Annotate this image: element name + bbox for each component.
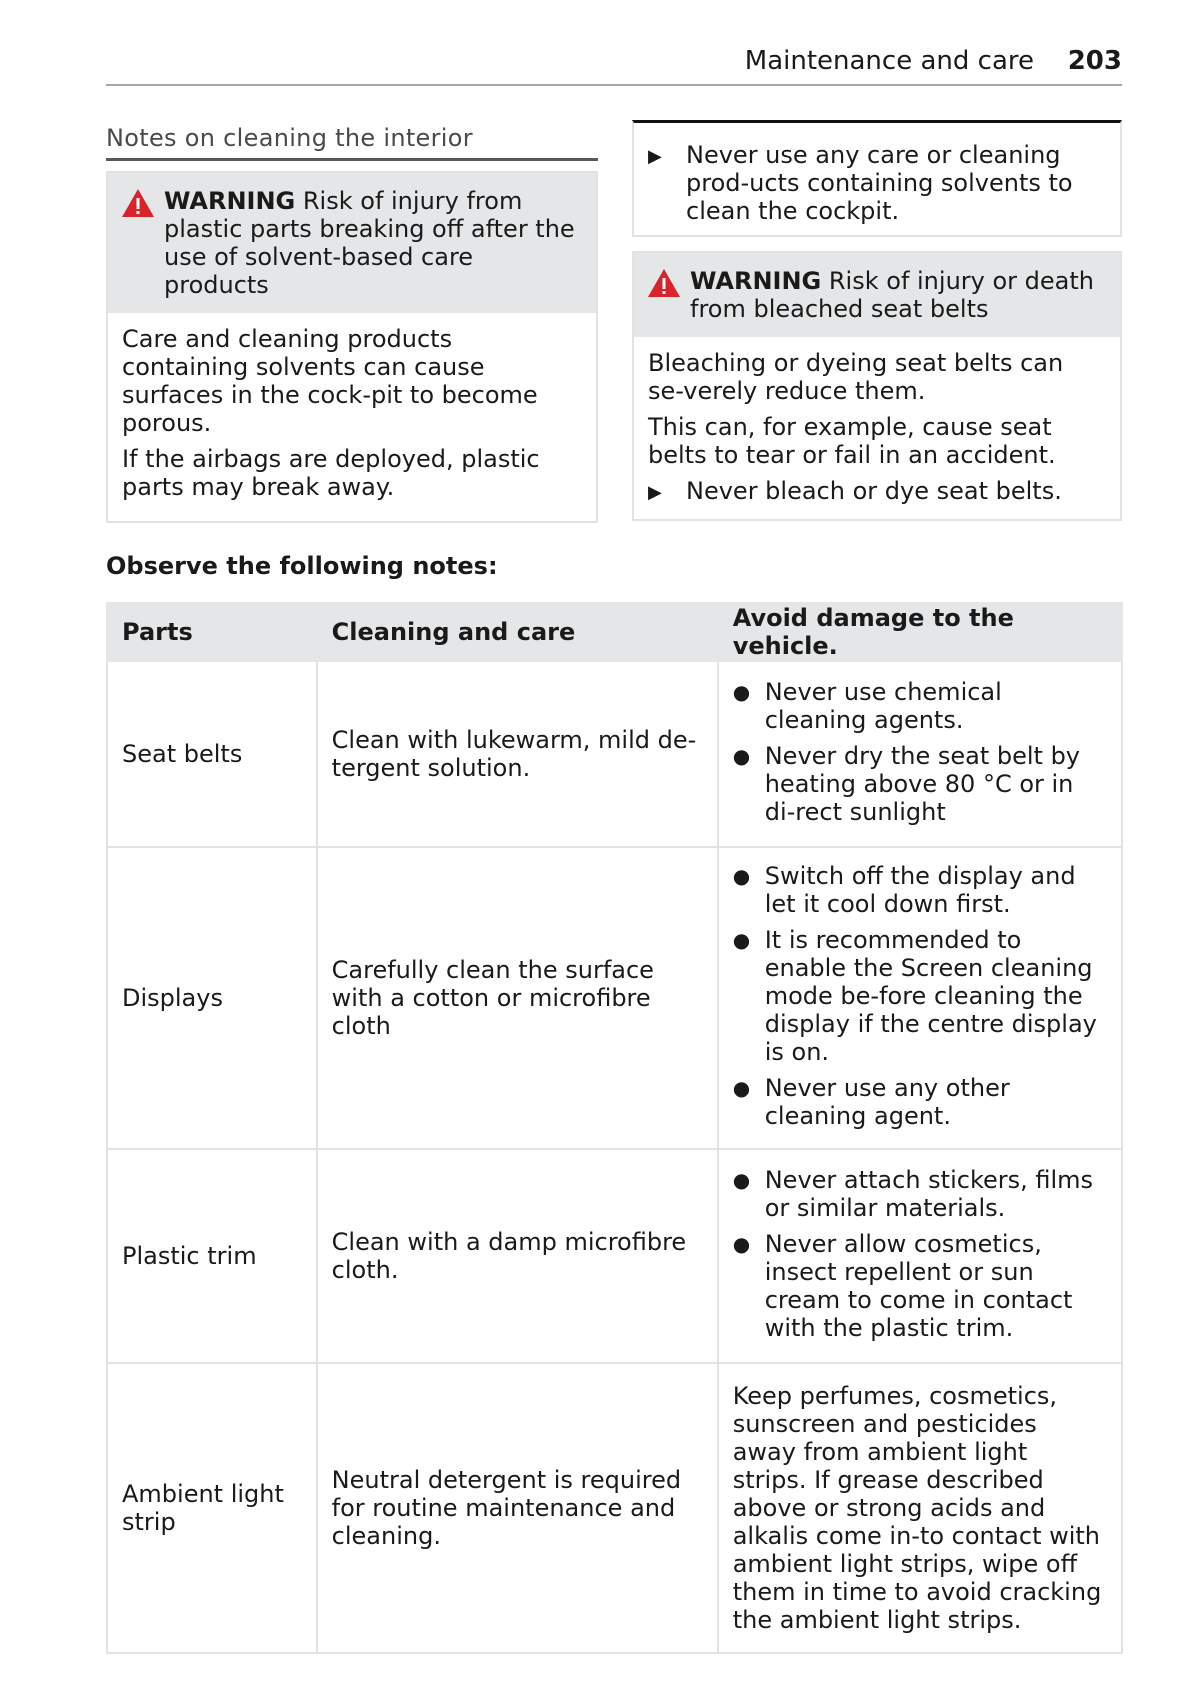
bullet-icon: ● (732, 864, 751, 888)
note-item (648, 141, 1106, 225)
cell-part: Plastic trim (107, 1149, 317, 1363)
warning-paragraph: Bleaching or dyeing seat belts can se-verely reduce them. (648, 349, 1064, 405)
cell-part: Ambient light strip (107, 1363, 317, 1653)
table-row (107, 661, 1122, 847)
warning-triangle-icon (646, 267, 682, 299)
warning-body (108, 313, 596, 521)
cell-care: Clean with a damp microfibre cloth. (317, 1149, 718, 1363)
list-item-text: Switch off the display and let it cool down first. (764, 862, 1076, 918)
col-header-parts: Parts (107, 603, 317, 661)
list-item-text: Never attach stickers, films or similar materials. (764, 1166, 1094, 1222)
warning-heading (690, 267, 1106, 323)
warning-action-text: Never bleach or dye seat belts. (686, 477, 1062, 505)
bullet-icon: ● (732, 744, 751, 768)
warning-body (634, 337, 1120, 519)
warning-heading (164, 187, 582, 299)
page-header (106, 44, 1122, 86)
cell-care: Clean with lukewarm, mild de-tergent solution. (317, 661, 718, 847)
cell-part: Seat belts (107, 661, 317, 847)
left-column (106, 124, 598, 523)
page-number: 203 (1067, 46, 1122, 76)
list-item-text: Never allow cosmetics, insect repellent or sun cream to come in contact with the plastic trim. (764, 1230, 1073, 1342)
list-item-text: It is recommended to enable the Screen cleaning mode be-fore cleaning the display if the centre display is on. (764, 926, 1097, 1066)
list-item (733, 1166, 1107, 1222)
list-item (733, 1230, 1107, 1342)
warning-paragraph: If the airbags are deployed, plastic parts may break away. (122, 445, 540, 501)
warning-paragraph: This can, for example, cause seat belts to tear or fail in an accident. (648, 413, 1056, 469)
cell-avoid (718, 661, 1122, 847)
warning-action (648, 477, 1106, 507)
cell-avoid: Keep perfumes, cosmetics, sunscreen and pesticides away from ambient light strips. If grease described above or strong acids and alkalis come in-to contact with ambient light strips, wipe off them in time to avoid cracking the ambient light strips. (718, 1363, 1122, 1653)
list-item (733, 926, 1107, 1066)
list-item (733, 1074, 1107, 1130)
list-item-text: Never use chemical cleaning agents. (764, 678, 1002, 734)
list-item-text: Never dry the seat belt by heating above 80 °C or in di-rect sunlight (764, 742, 1081, 826)
cell-care: Neutral detergent is required for routine maintenance and cleaning. (317, 1363, 718, 1653)
bullet-icon: ● (732, 928, 751, 952)
section-title: Maintenance and care (744, 46, 1034, 76)
list-item (733, 862, 1107, 918)
cell-part: Displays (107, 847, 317, 1149)
warning-paragraph: Care and cleaning products containing solvents can cause surfaces in the cock-pit to become porous. (122, 325, 538, 437)
bullet-icon: ● (732, 1076, 751, 1100)
warning-heading-text: Risk of injury or death from bleached seat belts (690, 267, 1094, 323)
observe-heading: Observe the following notes: (106, 552, 498, 580)
warning-label: WARNING (690, 267, 822, 295)
list-item-text: Never use any other cleaning agent. (764, 1074, 1010, 1130)
bullet-icon: ● (732, 680, 751, 704)
note-box (632, 120, 1122, 237)
warning-box-seat-belts (632, 251, 1122, 521)
right-column (632, 120, 1122, 521)
arrow-icon: ▶ (648, 146, 662, 167)
warning-box-solvents (106, 171, 598, 523)
cleaning-table (106, 602, 1123, 1654)
cell-care: Carefully clean the surface with a cotton or microfibre cloth (317, 847, 718, 1149)
warning-heading-text: Risk of injury from plastic parts breaking off after the use of solvent-based care products (164, 187, 575, 299)
note-text: Never use any care or cleaning prod-ucts containing solvents to clean the cockpit. (686, 141, 1073, 225)
col-header-avoid: Avoid damage to the vehicle. (718, 603, 1122, 661)
warning-triangle-icon (120, 187, 156, 219)
table-row (107, 1149, 1122, 1363)
warning-header (634, 253, 1120, 337)
cell-avoid (718, 1149, 1122, 1363)
warning-label: WARNING (164, 187, 296, 215)
col-header-cleaning: Cleaning and care (317, 603, 718, 661)
table-row (107, 847, 1122, 1149)
list-item (733, 678, 1107, 734)
arrow-icon: ▶ (648, 482, 662, 503)
notes-heading: Notes on cleaning the interior (106, 124, 598, 161)
cell-avoid (718, 847, 1122, 1149)
bullet-icon: ● (732, 1232, 751, 1256)
warning-header (108, 173, 596, 313)
table-header-row (107, 603, 1122, 661)
table-row (107, 1363, 1122, 1653)
bullet-icon: ● (732, 1168, 751, 1192)
list-item (733, 742, 1107, 826)
